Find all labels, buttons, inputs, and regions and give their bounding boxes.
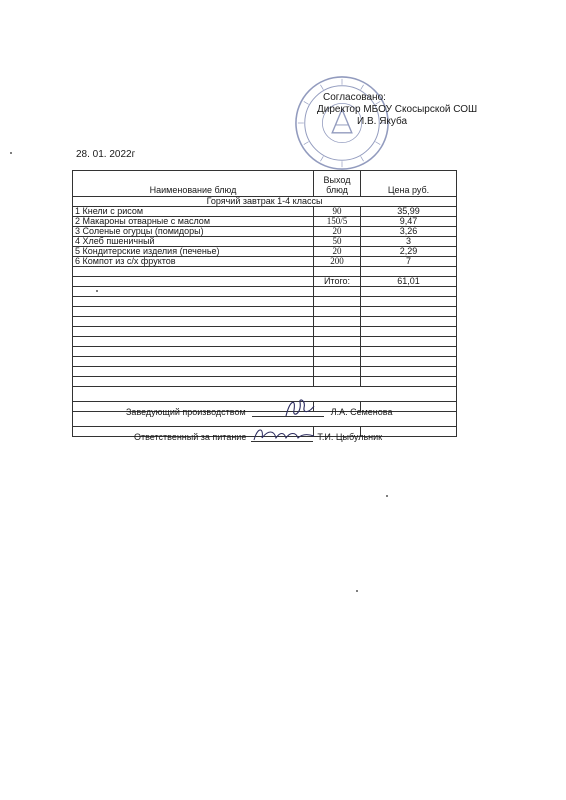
total-row — [73, 277, 457, 287]
approval-name: И.В. Якуба — [357, 116, 408, 127]
item-price: 3,26 — [361, 227, 457, 237]
item-price: 7 — [361, 257, 457, 267]
item-price: 35,99 — [361, 207, 457, 217]
approval-block — [317, 92, 477, 128]
item-name: 1 Кнели с рисом — [73, 207, 314, 217]
table-row — [73, 217, 457, 227]
empty-row — [73, 337, 457, 347]
menu-table — [72, 170, 457, 437]
item-output: 50 — [314, 237, 361, 247]
signature-row-production — [73, 387, 457, 402]
scan-speck — [356, 590, 358, 592]
empty-row — [73, 377, 457, 387]
approval-position: Директор МБОУ Скосырской СОШ — [317, 104, 478, 115]
item-name: 3 Соленые огурцы (помидоры) — [73, 227, 314, 237]
empty-row — [73, 367, 457, 377]
section-row — [73, 197, 457, 207]
nutrition-role: Ответственный за питание — [134, 432, 247, 442]
nutrition-handwritten-signature — [250, 424, 320, 444]
approval-title: Согласовано: — [323, 92, 386, 103]
item-price: 9,47 — [361, 217, 457, 227]
empty-row — [73, 327, 457, 337]
header-name: Наименование блюд — [73, 171, 314, 197]
empty-row — [73, 267, 457, 277]
scan-speck — [386, 495, 388, 497]
table-row — [73, 227, 457, 237]
table-row — [73, 247, 457, 257]
item-output: 20 — [314, 227, 361, 237]
production-name: Л.А. Семенова — [330, 407, 393, 417]
item-output: 200 — [314, 257, 361, 267]
production-signature-line — [126, 407, 392, 417]
total-value: 61,01 — [361, 277, 457, 287]
section-title: Горячий завтрак 1-4 классы — [73, 197, 457, 207]
empty-row — [73, 317, 457, 327]
table-row — [73, 237, 457, 247]
empty-row — [73, 307, 457, 317]
item-name: 2 Макароны отварные с маслом — [73, 217, 314, 227]
item-price: 2,29 — [361, 247, 457, 257]
item-output: 20 — [314, 247, 361, 257]
scan-speck — [10, 152, 12, 154]
empty-row — [73, 297, 457, 307]
item-name: 6 Компот из с/х фруктов — [73, 257, 314, 267]
empty-row — [73, 347, 457, 357]
production-role: Заведующий производством — [126, 407, 246, 417]
total-label: Итого: — [314, 277, 361, 287]
item-output: 150/5 — [314, 217, 361, 227]
production-handwritten-signature — [280, 396, 320, 420]
header-price: Цена руб. — [361, 171, 457, 197]
table-row — [73, 207, 457, 217]
empty-row — [73, 357, 457, 367]
item-name: 5 Кондитерские изделия (печенье) — [73, 247, 314, 257]
document-date: 28. 01. 2022г — [76, 149, 136, 160]
empty-row — [73, 287, 457, 297]
table-header-row — [73, 171, 457, 197]
item-name: 4 Хлеб пшеничный — [73, 237, 314, 247]
table-row — [73, 257, 457, 267]
item-price: 3 — [361, 237, 457, 247]
item-output: 90 — [314, 207, 361, 217]
nutrition-name: Т.И. Цыбульник — [317, 432, 383, 442]
scan-speck — [96, 290, 98, 292]
header-output: Выход блюд — [314, 171, 361, 197]
